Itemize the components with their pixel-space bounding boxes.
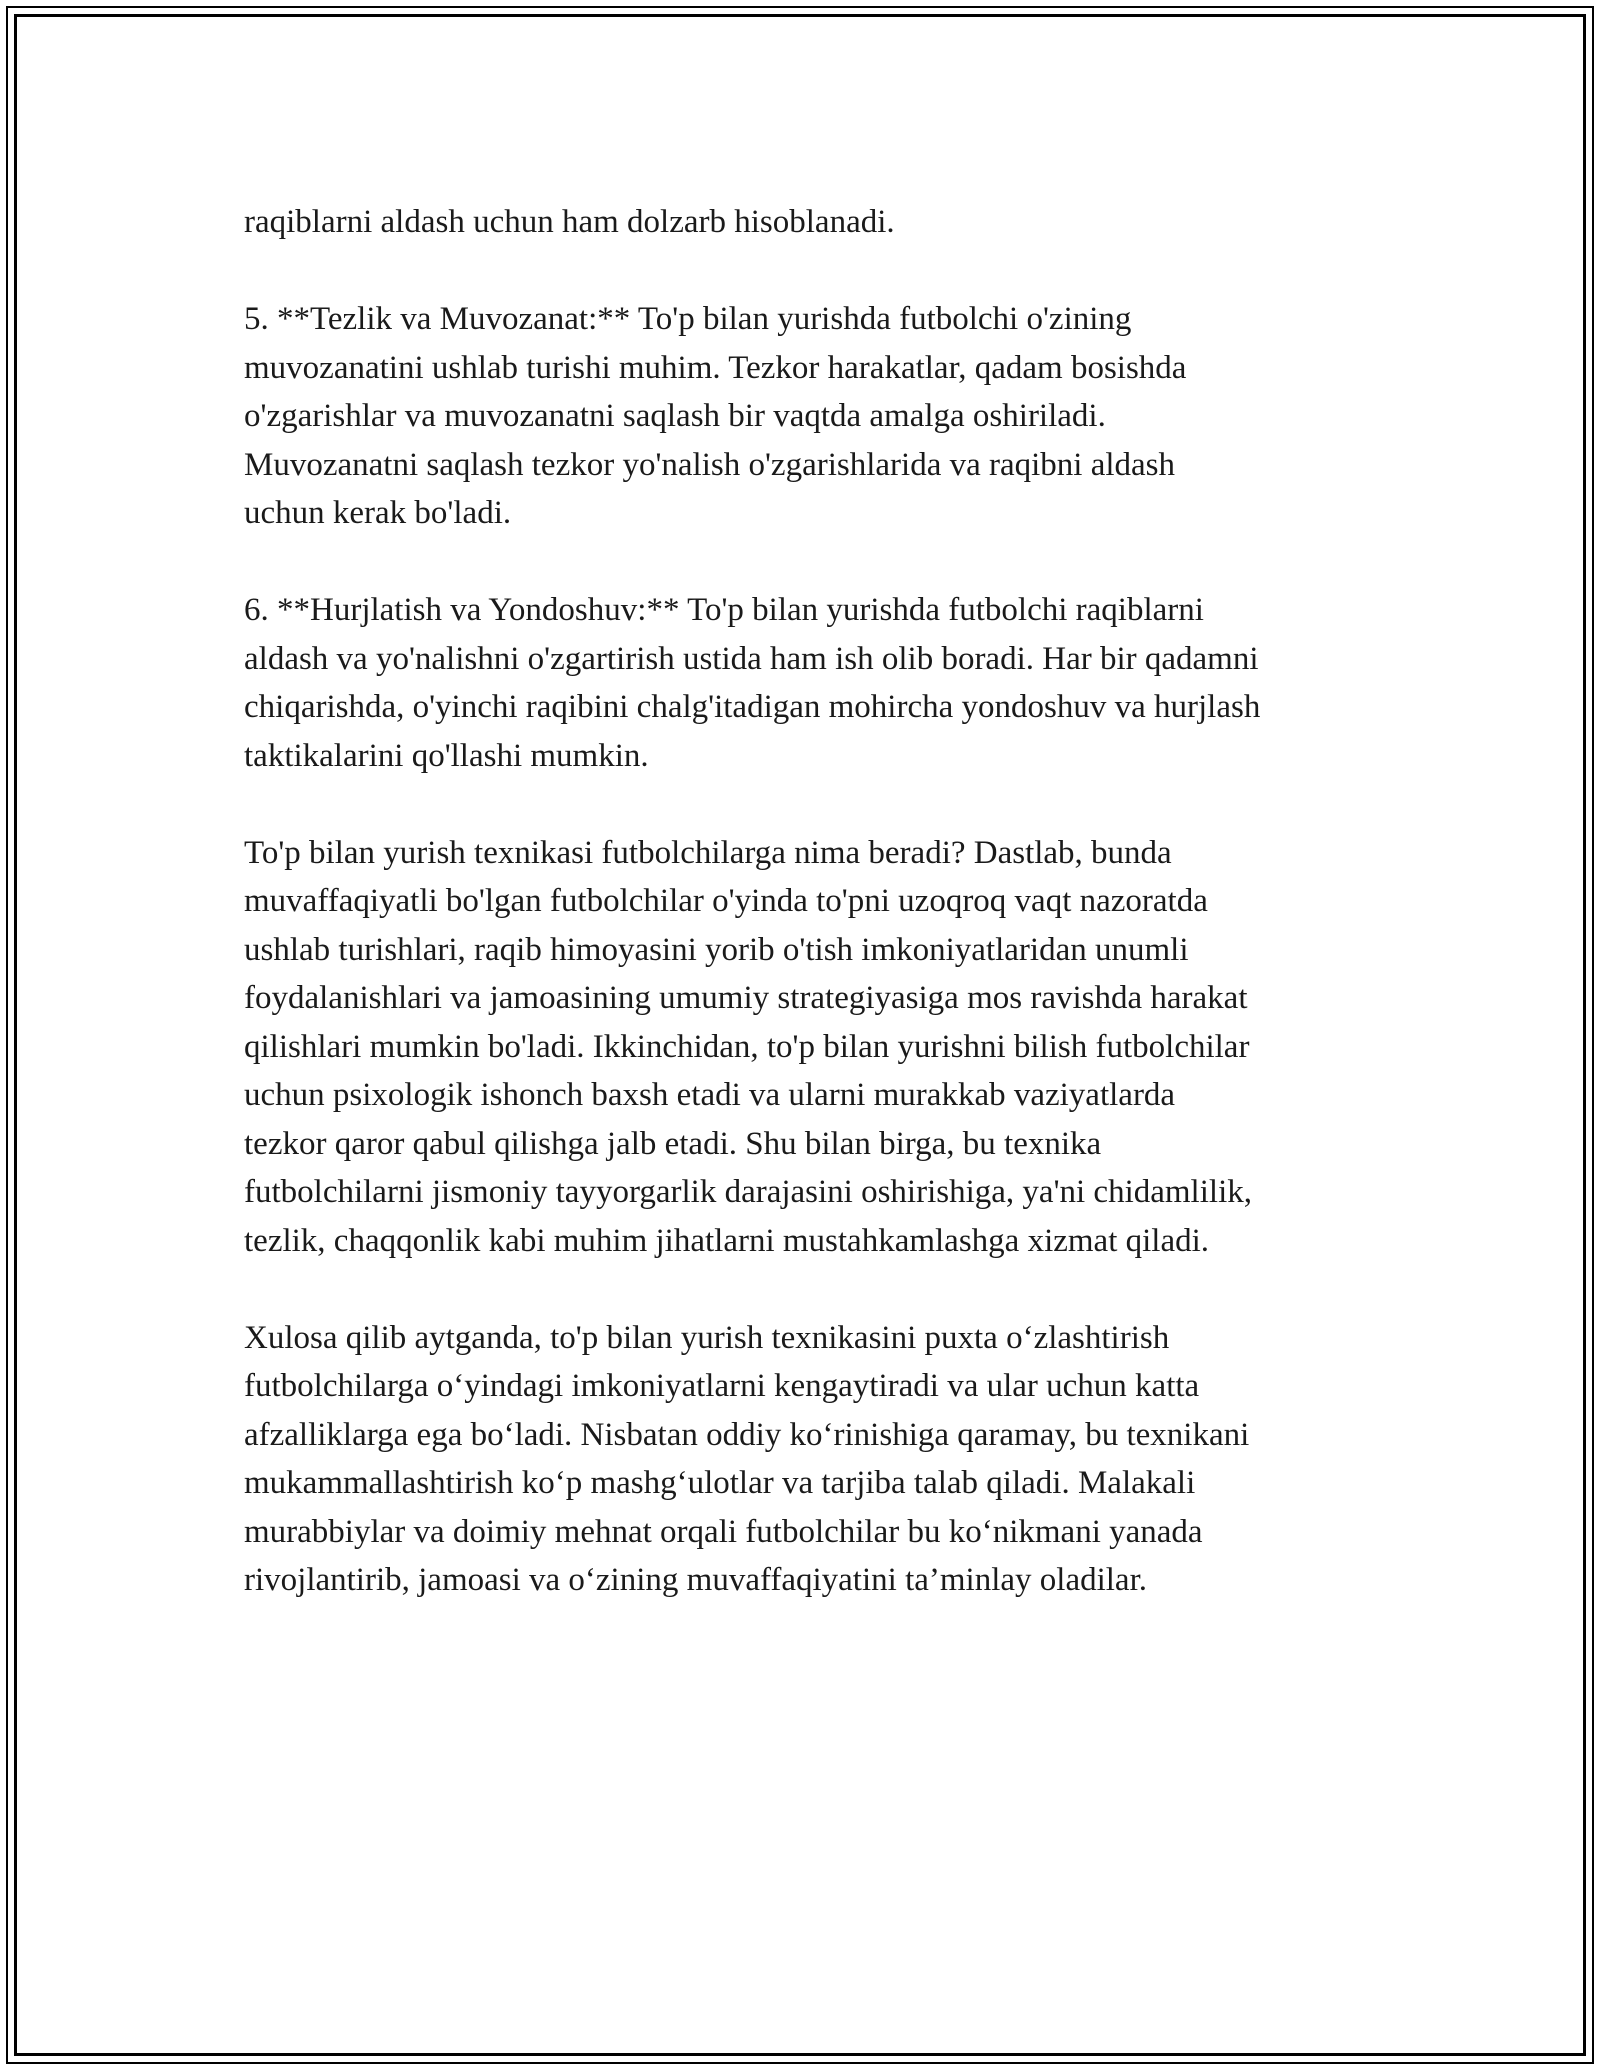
document-body [244, 198, 1384, 1653]
paragraph-speed-balance: 5. **Tezlik va Muvozanat:** To'p bilan yurishda futbolchi o'zining muvozanatini ushlab turishi muhim. Tezkor harakatlar, qadam bosishda o'zgarishlar va muvozanatni saqlash bir vaqtda amalga oshiriladi. Muvozanatni saqlash tezkor yo'nalish o'zgarishlarida va raqibni aldash uchun kerak bo'ladi. [244, 301, 1187, 531]
paragraph-intro-fragment: raqiblarni aldash uchun ham dolzarb hisoblanadi. [244, 204, 895, 240]
page-frame [6, 6, 1594, 2064]
paragraph-conclusion: Xulosa qilib aytganda, to'p bilan yurish texnikasini puxta o‘zlashtirish futbolchilarga o‘yindagi imkoniyatlarni kengaytiradi va ular uchun katta afzalliklarga ega bo‘ladi. Nisbatan oddiy ko‘rinishiga qaramay, bu texnikani mukammallashtirish ko‘p mashg‘ulotlar va tarjiba talab qiladi. Malakali murabbiylar va doimiy mehnat orqali futbolchilar bu ko‘nikmani yanada rivojlantirib, jamoasi va o‘zining muvaffaqiyatini ta’minlay oladilar. [244, 1319, 1250, 1598]
paragraph-benefits: To'p bilan yurish texnikasi futbolchilarga nima beradi? Dastlab, bunda muvaffaqiyatli bo'lgan futbolchilar o'yinda to'pni uzoqroq vaqt nazoratda ushlab turishlari, raqib himoyasini yorib o'tish imkoniyatlaridan unumli foydalanishlari va jamoasining umumiy strategiyasiga mos ravishda harakat qilishlari mumkin bo'ladi. Ikkinchidan, to'p bilan yurishni bilish futbolchilar uchun psixologik ishonch baxsh etadi va ularni murakkab vaziyatlarda tezkor qaror qabul qilishga jalb etadi. Shu bilan birga, bu texnika futbolchilarni jismoniy tayyorgarlik darajasini oshirishiga, ya'ni chidamlilik, tezlik, chaqqonlik kabi muhim jihatlarni mustahkamlashga xizmat qiladi. [244, 834, 1252, 1259]
paragraph-feint-approach: 6. **Hurjlatish va Yondoshuv:** To'p bilan yurishda futbolchi raqiblarni aldash va yo'nalishni o'zgartirish ustida ham ish olib boradi. Har bir qadamni chiqarishda, o'yinchi raqibini chalg'itadigan mohircha yondoshuv va hurjlash taktikalarini qo'llashi mumkin. [244, 592, 1261, 774]
